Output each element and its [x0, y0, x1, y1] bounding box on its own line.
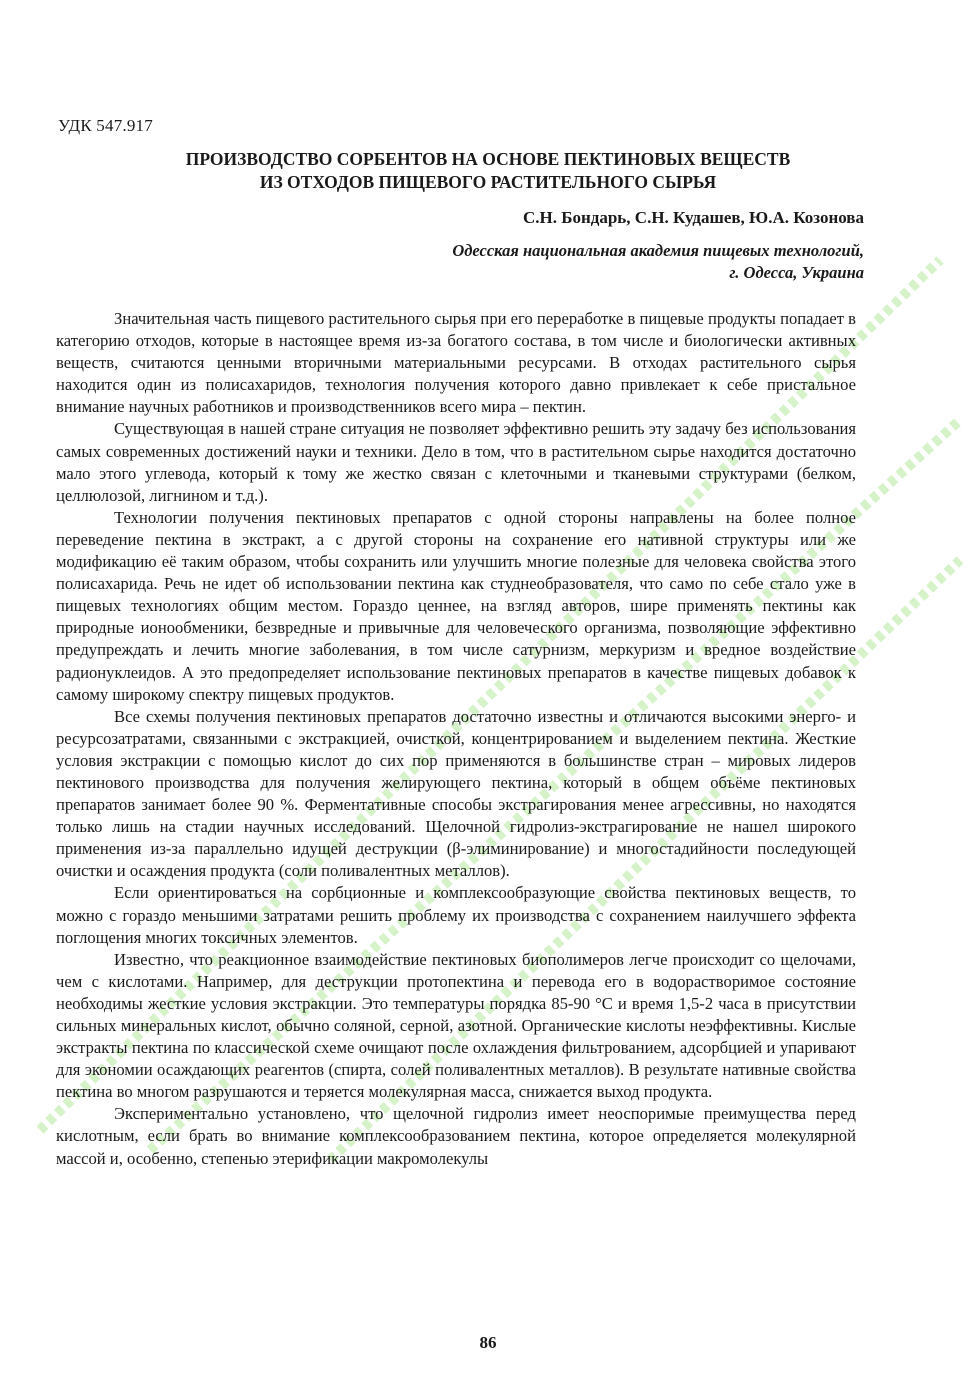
authors: С.Н. Бондарь, С.Н. Кудашев, Ю.А. Козонова [522, 208, 864, 227]
udk-code: УДК 547.917 [58, 116, 153, 135]
affiliation [264, 240, 864, 284]
title-line-2: ИЗ ОТХОДОВ ПИЩЕВОГО РАСТИТЕЛЬНОГО СЫРЬЯ [259, 172, 717, 192]
paragraph-6: Известно, что реакционное взаимодействие пектиновых биополимеров легче происходит со щелочами, чем с кислотами. Например, для деструкции протопектина и перевода его в водорастворимое состояние необходимы жесткие условия экстракции. Это температуры порядка 85-90 °С и время 1,5-2 часа в присутствии сильных минеральных кислот, обычно соляной, серной, азотной. Органические кислоты неэффективны. Кислые экстракты пектина по классической схеме очищают после охлаждения фильтрованием, адсорбцией и упаривают для экономии осаждающих реагентов (спирта, солей поливалентных металлов). В результате нативные свойства пектина во многом разрушаются и теряется молекулярная масса, снижается выход продукта. [56, 949, 856, 1102]
article-title [60, 148, 916, 194]
affiliation-line-1: Одесская национальная академия пищевых технологий, [452, 241, 864, 260]
paragraph-3: Технологии получения пектиновых препаратов с одной стороны направлены на более полное переведение пектина в экстракт, а с другой стороны на сохранение его нативной структуры или же модификацию её таким образом, чтобы сохранить или улучшить многие полезные для человека свойства этого полисахарида. Речь не идет об использовании пектина как студнеобразователя, что само по себе стало уже в пищевых технологиях общим местом. Гораздо ценнее, на взгляд авторов, шире применять пектины как природные ионообменики, безвредные и привычные для человеческого организма, позволяющие эффективно предупреждать и лечить многие заболевания, в том числе сатурнизм, меркуризм и вредное воздействие радионуклеидов. А это предопределяет использование пектиновых препаратов в качестве пищевых добавок к самому широкому спектру пищевых продуктов. [56, 507, 856, 704]
page-number: 86 [479, 1333, 497, 1352]
paragraph-5: Если ориентироваться на сорбционные и комплексообразующие свойства пектиновых веществ, то можно с гораздо меньшими затратами решить проблему их производства с сохранением наилучшего эффекта поглощения многих токсичных элементов. [56, 883, 856, 947]
title-line-1: ПРОИЗВОДСТВО СОРБЕНТОВ НА ОСНОВЕ ПЕКТИНОВЫХ ВЕЩЕСТВ [185, 149, 791, 169]
paragraph-2: Существующая в нашей стране ситуация не позволяет эффективно решить эту задачу без использования самых современных достижений науки и техники. Дело в том, что в растительном сырье находится достаточно мало этого углевода, который к тому же жестко связан с клеточными и тканевыми структурами (белком, целлюлозой, лигнином и т.д.). [56, 419, 856, 505]
paragraph-7: Экспериментально установлено, что щелочной гидролиз имеет неоспоримые преимущества перед кислотным, если брать во внимание комплексообразованием пектина, которое определяется молекулярной массой и, особенно, степенью этерификации макромолекулы [56, 1104, 856, 1168]
paragraph-4: Все схемы получения пектиновых препаратов достаточно известны и отличаются высокими энерго- и ресурсозатратами, связанными с экстракцией, очисткой, концентрированием и выделением пектина. Жесткие условия экстракции с помощью кислот до сих пор применяются в большинстве стран – мировых лидеров пектинового производства для получения желирующего пектина, который в общем объёме пектиновых препаратов занимает более 90 %. Ферментативные способы экстрагирования менее агрессивны, но находятся только лишь на стадии научных исследований. Щелочной гидролиз-экстрагирование не нашел широкого применения из-за параллельно идущей деструкции (β-элиминирование) и многостадийности последующей очистки и осаждения продукта (соли поливалентных металлов). [56, 706, 856, 881]
article-body [56, 308, 856, 1170]
paragraph-1: Значительная часть пищевого растительного сырья при его переработке в пищевые продукты попадает в категорию отходов, которые в настоящее время из-за богатого состава, в том числе и биологически активных веществ, считаются ценными вторичными материальными ресурсами. В отходах растительного сырья находится один из полисахаридов, технология получения которого давно привлекает к себе пристальное внимание научных работников и производственников всего мира – пектин. [56, 309, 856, 417]
affiliation-line-2: г. Одесса, Украина [729, 263, 864, 282]
